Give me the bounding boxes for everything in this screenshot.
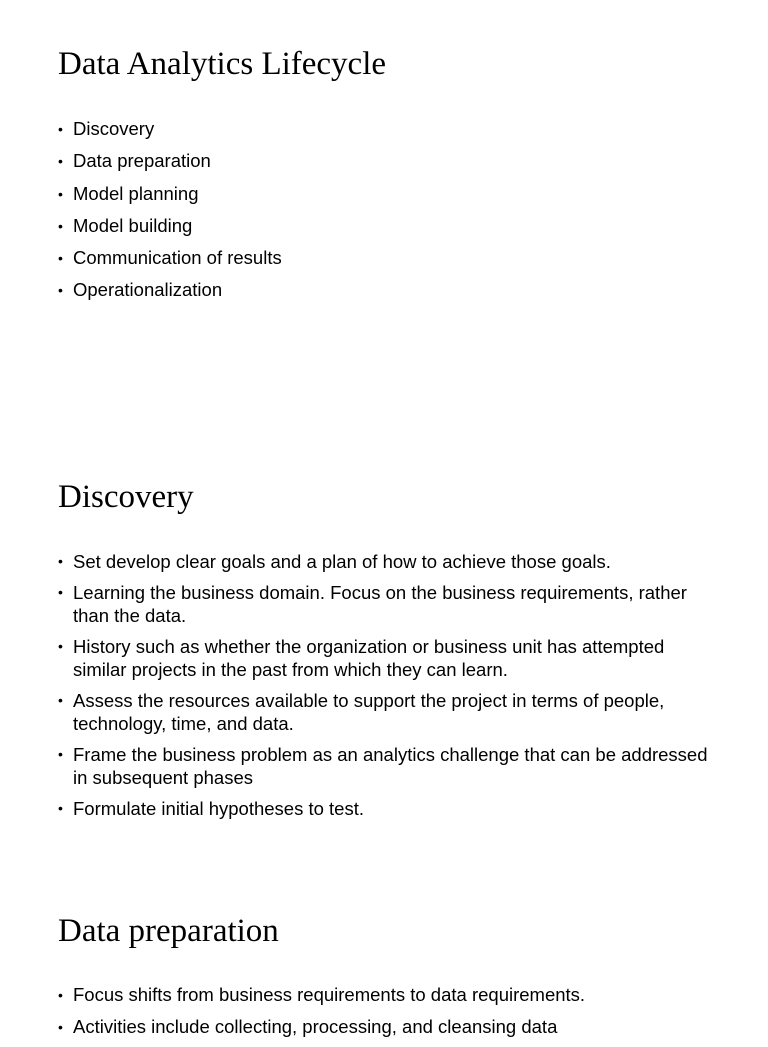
bullet-icon: • <box>58 553 63 569</box>
bullet-icon: • <box>58 583 63 600</box>
list-item <box>58 214 718 246</box>
list-item <box>58 689 718 736</box>
list-item <box>58 149 718 181</box>
list-item <box>58 797 718 821</box>
bullet-icon: • <box>58 153 63 170</box>
list-item-text: History such as whether the organization or business unit has attempted similar projects in the past from which they can learn. <box>73 635 665 680</box>
list-item <box>58 743 718 790</box>
list-item-text: Frame the business problem as an analytics challenge that can be addressed in subsequent phases <box>73 743 708 788</box>
bullet-icon: • <box>58 691 63 708</box>
bullet-icon: • <box>58 637 63 654</box>
list-item-text: Discovery <box>73 118 155 139</box>
bullet-icon: • <box>58 121 63 137</box>
bullet-icon: • <box>58 250 63 267</box>
list-item-text: Communication of results <box>73 247 282 269</box>
list-item <box>58 635 718 682</box>
bullet-icon: • <box>58 799 63 816</box>
list-item-text: Data preparation <box>73 150 211 172</box>
list-item <box>58 983 718 1015</box>
list-item-text: Activities include collecting, processing, and cleansing data <box>73 1016 558 1037</box>
list-item-text: Set develop clear goals and a plan of how to achieve those goals. <box>73 551 611 572</box>
bullet-list <box>58 983 718 1047</box>
bullet-icon: • <box>58 217 63 234</box>
list-item-text: Formulate initial hypotheses to test. <box>73 797 365 819</box>
list-item <box>58 581 718 628</box>
list-item <box>58 278 718 310</box>
bullet-icon: • <box>58 745 63 762</box>
list-item <box>58 182 718 214</box>
list-item <box>58 550 718 574</box>
list-item-text: Model building <box>73 214 193 236</box>
list-item-text: Learning the business domain. Focus on the business requirements, rather than the data. <box>73 581 687 626</box>
list-item-text: Model planning <box>73 182 199 204</box>
list-item <box>58 246 718 278</box>
slide-title: Discovery <box>58 479 194 515</box>
bullet-list <box>58 117 718 311</box>
bullet-icon: • <box>58 1019 63 1035</box>
bullet-icon: • <box>58 185 63 202</box>
list-item-text: Assess the resources available to support the project in terms of people, technology, time, and data. <box>73 689 665 734</box>
list-item-text: Operationalization <box>73 279 223 301</box>
bullet-icon: • <box>58 282 63 299</box>
list-item <box>58 117 718 149</box>
slide-title: Data Analytics Lifecycle <box>58 46 387 82</box>
slide-title: Data preparation <box>58 913 279 949</box>
bullet-icon: • <box>58 987 63 1003</box>
bullet-list <box>58 550 718 827</box>
list-item-text: Focus shifts from business requirements to data requirements. <box>73 984 586 1005</box>
list-item <box>58 1015 718 1047</box>
